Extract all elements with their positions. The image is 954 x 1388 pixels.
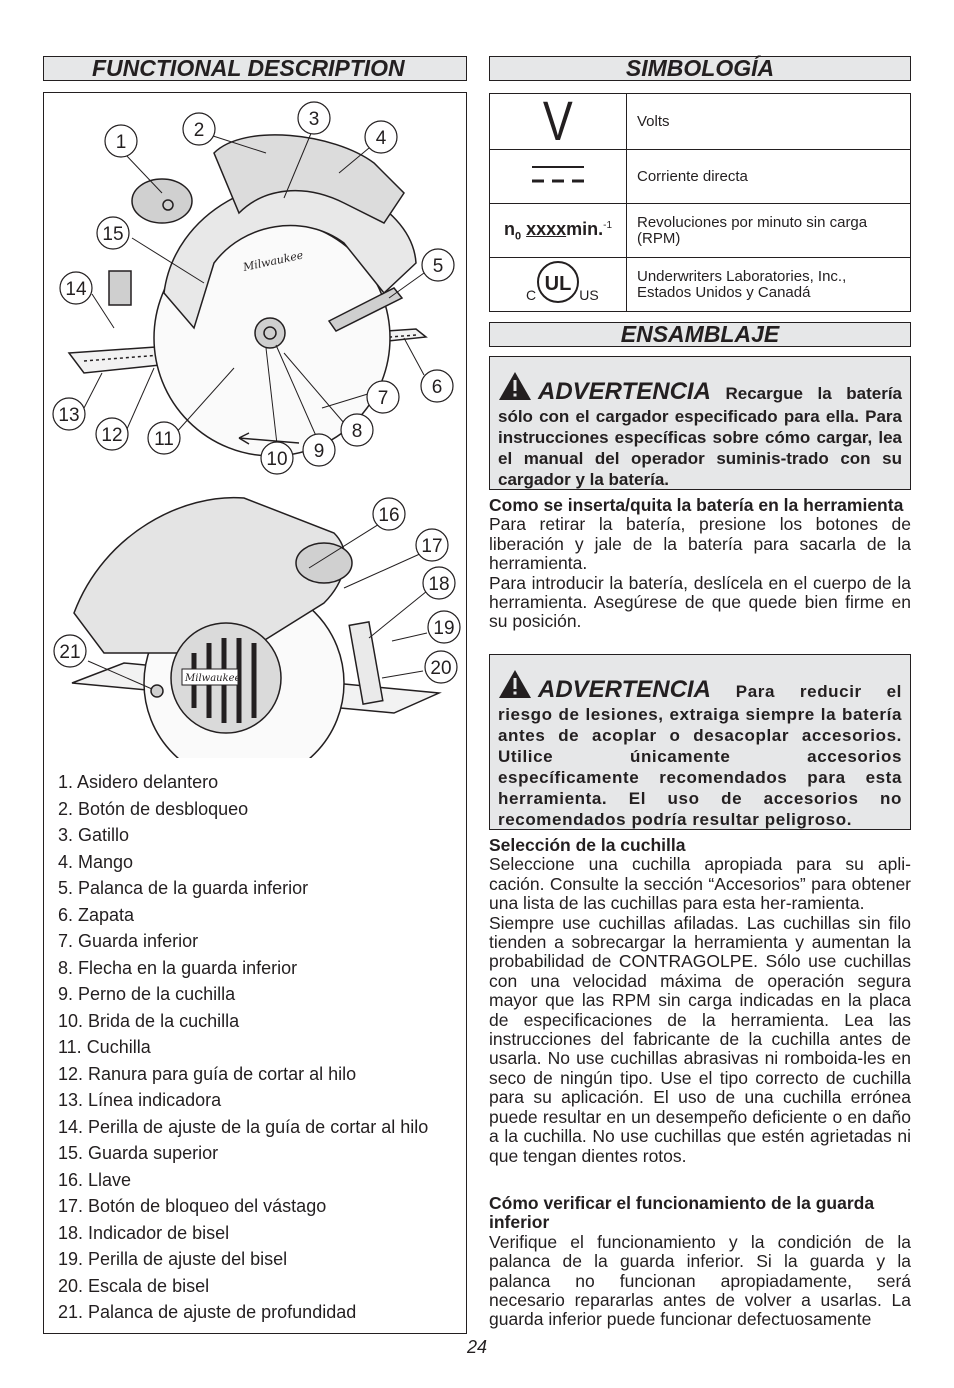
svg-text:V: V bbox=[542, 94, 573, 144]
svg-text:US: US bbox=[579, 287, 599, 303]
callout-11: 11 bbox=[154, 429, 174, 450]
front-knob bbox=[132, 179, 192, 223]
guard-heading: Cómo verificar el funcionamiento de la guarda inferior bbox=[489, 1193, 875, 1233]
callout-16: 16 bbox=[378, 505, 400, 526]
list-item: 1. Asidero delantero bbox=[58, 772, 219, 792]
list-item: 5. Palanca de la guarda inferior bbox=[58, 878, 309, 898]
callout-12: 12 bbox=[101, 425, 123, 446]
callout-21: 21 bbox=[59, 642, 81, 663]
list-item: 13. Línea indicadora bbox=[58, 1090, 222, 1110]
guard-paragraph-1: Verifique el funcionamiento y la condición de la palanca de la guarda inferior. Si la guarda y la palanca no funcionan apropiadamente, será necesario repararlas antes de volver a usarlas. La guarda inferior puede funcionar defectuosamente bbox=[489, 1231, 911, 1330]
table-row bbox=[490, 150, 911, 204]
ul-listing-icon bbox=[490, 258, 627, 312]
warning-text: Para reducir el riesgo de lesiones, extraiga siempre la batería antes de acoplar o desacoplar accesorios. Utilice únicamente accesorios específicamente recomendados para esta herramienta. El uso de accesorios no recomendados podría resultar peligroso. bbox=[498, 682, 903, 829]
callout-8: 8 bbox=[351, 421, 363, 442]
list-item: 18. Indicador de bisel bbox=[58, 1222, 230, 1243]
volts-symbol bbox=[490, 94, 627, 150]
list-item: 16. Llave bbox=[58, 1169, 132, 1190]
list-item: 12. Ranura para guía de cortar al hilo bbox=[58, 1063, 357, 1084]
list-item: 8. Flecha en la guarda inferior bbox=[58, 957, 298, 978]
circular-saw-diagram bbox=[44, 93, 466, 758]
callout-20: 20 bbox=[430, 658, 452, 679]
callout-18: 18 bbox=[428, 574, 450, 595]
callout-2: 2 bbox=[193, 120, 205, 141]
blade-section bbox=[489, 836, 911, 1166]
callout-3: 3 bbox=[308, 109, 320, 130]
callout-9: 9 bbox=[313, 441, 325, 462]
list-item: 11. Cuchilla bbox=[58, 1037, 151, 1057]
list-item: 3. Gatillo bbox=[58, 825, 130, 845]
dc-current-description: Corriente directa bbox=[627, 150, 911, 204]
table-row bbox=[490, 94, 911, 150]
page-number: 24 bbox=[466, 1337, 488, 1357]
blade-heading: Selección de la cuchilla bbox=[489, 835, 686, 855]
blade-bolt bbox=[255, 318, 285, 348]
rip-fence-knob bbox=[109, 271, 131, 305]
callout-6: 6 bbox=[431, 377, 443, 398]
ul-description: Underwriters Laboratories, Inc., Estados Unidos y Canadá bbox=[627, 258, 911, 312]
warning-box-battery bbox=[489, 356, 911, 490]
dc-current-icon bbox=[490, 150, 627, 204]
svg-text:C: C bbox=[525, 287, 537, 303]
brand-logo-top: Milwaukee bbox=[241, 248, 305, 274]
volts-description: Volts bbox=[627, 94, 911, 150]
list-item: 17. Botón de bloqueo del vástago bbox=[58, 1196, 327, 1216]
list-item: 9. Perno de la cuchilla bbox=[58, 984, 236, 1004]
list-item: 14. Perilla de ajuste de la guía de cortar al hilo bbox=[58, 1116, 429, 1137]
warning-text: Recargue la batería sólo con el cargador especificado para ella. Para instrucciones específicas sobre cómo cargar, lea el manual del operador suminis-trado con su cargador y la batería. bbox=[498, 384, 902, 489]
rpm-description: Revoluciones por minuto sin carga (RPM) bbox=[627, 204, 911, 258]
callout-14: 14 bbox=[65, 279, 87, 300]
list-item: 19. Perilla de ajuste del bisel bbox=[58, 1249, 288, 1269]
depth-lever bbox=[151, 685, 163, 697]
list-item: 15. Guarda superior bbox=[58, 1143, 219, 1163]
rpm-symbol: $n_0$ xxxxmin.$^{-1}$ bbox=[490, 204, 627, 258]
front-knob-bottom bbox=[296, 543, 352, 583]
simbologia-header: SIMBOLOGÍA bbox=[489, 56, 911, 81]
callout-15: 15 bbox=[102, 224, 124, 245]
symbols-table bbox=[489, 93, 911, 312]
callout-4: 4 bbox=[375, 128, 387, 149]
callout-13: 13 bbox=[58, 405, 80, 426]
callout-7: 7 bbox=[377, 388, 389, 409]
callout-17: 17 bbox=[421, 536, 443, 557]
table-row bbox=[490, 258, 911, 312]
warning-title: ADVERTENCIA bbox=[538, 676, 711, 703]
list-item: 2. Botón de desbloqueo bbox=[58, 798, 249, 819]
callout-1: 1 bbox=[115, 132, 127, 153]
list-item: 20. Escala de bisel bbox=[58, 1275, 210, 1296]
warning-triangle-icon bbox=[498, 669, 532, 704]
list-item: 10. Brida de la cuchilla bbox=[58, 1010, 240, 1031]
brand-logo-bottom: Milwaukee bbox=[185, 673, 241, 684]
blade-paragraph-1: Seleccione una cuchilla apropiada para su apli-cación. Consulte la sección “Accesorios” para obtener una lista de las cuchillas para esta her-ramienta. bbox=[489, 854, 911, 914]
battery-paragraph-2: Para introducir la batería, deslícela en el cuerpo de la herramienta. Asegúrese de que quede bien firme en su posición. bbox=[489, 572, 911, 632]
warning-title: ADVERTENCIA bbox=[538, 378, 711, 405]
battery-section bbox=[489, 496, 911, 632]
guard-section bbox=[489, 1194, 911, 1330]
parts-list bbox=[58, 769, 428, 1326]
callout-19: 19 bbox=[433, 618, 455, 639]
svg-text:UL: UL bbox=[544, 273, 572, 295]
callout-5: 5 bbox=[432, 256, 444, 277]
functional-description-box bbox=[43, 92, 467, 1334]
list-item: 7. Guarda inferior bbox=[58, 931, 199, 951]
list-item: 6. Zapata bbox=[58, 904, 135, 925]
blade-paragraph-2: Siempre use cuchillas afiladas. Las cuchillas sin filo tienden a sobrecargar la herramienta y aumentan la probabilidad de CONTRAGOLPE. Sólo use cuchillas con una velocidad máxima de operación segura mayor que las RPM sin carga indicadas en la placa de especificaciones de la herramienta. Lea las instrucciones del fabricante de la cuchilla antes de usarla. No use cuchillas abrasivas ni romboida-les en seco de ningún tipo. Use el tipo correcto de cuchilla para su aplicación. El uso de una cuchilla errónea puede resultar en un desempeño deficiente o en daño a la cuchilla. No use cuchillas que estén agrietadas ni que tengan dientes rotos. bbox=[489, 912, 911, 1166]
list-item: 21. Palanca de ajuste de profundidad bbox=[58, 1302, 357, 1322]
battery-paragraph-1: Para retirar la batería, presione los botones de liberación y jale de la batería para sacarla de la herramienta. bbox=[489, 514, 911, 574]
warning-box-accessories bbox=[489, 654, 911, 830]
list-item: 4. Mango bbox=[58, 851, 134, 872]
table-row bbox=[490, 204, 911, 258]
functional-description-header: FUNCTIONAL DESCRIPTION bbox=[43, 56, 467, 81]
warning-triangle-icon bbox=[498, 371, 532, 406]
battery-heading: Como se inserta/quita la batería en la herramienta bbox=[489, 495, 904, 515]
callout-10: 10 bbox=[266, 449, 288, 470]
ensamblaje-header: ENSAMBLAJE bbox=[489, 322, 911, 347]
